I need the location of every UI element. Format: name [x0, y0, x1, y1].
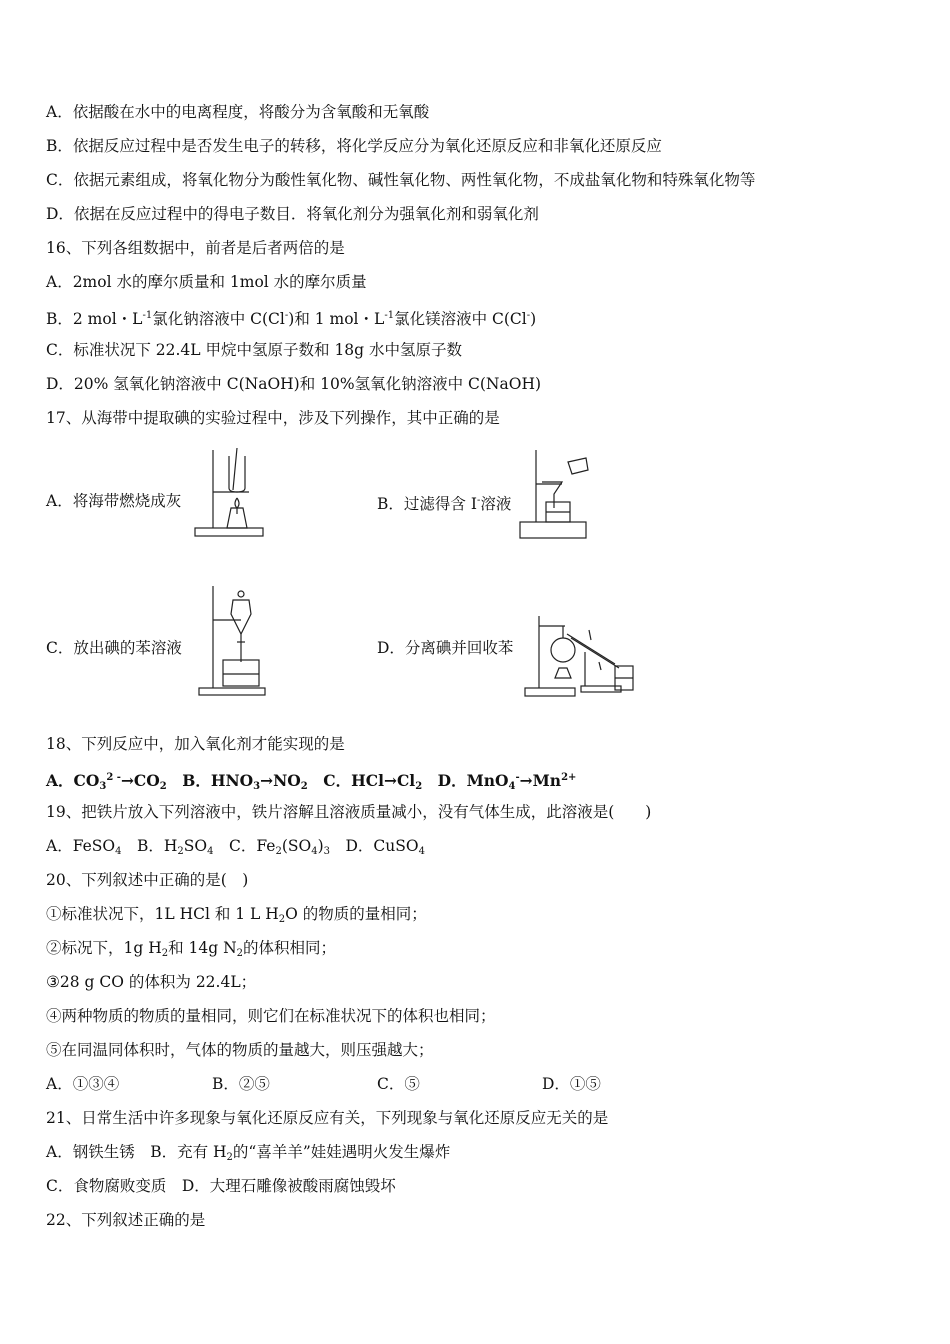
q19-options: A．FeSO$_4$ B．$H_2SO_4$ C．$Fe_2(SO_4)_3$ D．CuSO$_4$	[46, 837, 425, 857]
q21-options-ab: A．钢铁生锈 B．充有 $H_2$的“喜羊羊”娃娃遇明火发生爆炸	[46, 1143, 451, 1163]
q20-statement-5: ⑤在同温同体积时，气体的物质的量越大，则压强越大；	[46, 1041, 434, 1059]
q20-statement-2: ②标况下，1g $H_2$和 14g $N_2$的体积相同；	[46, 939, 337, 959]
q15-option-b: B．依据反应过程中是否发生电子的转移，将化学反应分为氧化还原反应和非氧化还原反应	[46, 137, 662, 155]
q16-option-b: B．2 mol・$L^{-1}$氯化钠溶液中 C(Cl-)和 1 mol・$L^{-1}$氯化镁溶液中 C(Cl-)	[46, 310, 537, 328]
q20-statement-3: ③28 g CO 的体积为 22.4L；	[46, 973, 257, 991]
q17-option-d: D．分离碘并回收苯	[377, 639, 514, 657]
q17-option-a: A．将海带燃烧成灰	[46, 492, 182, 510]
q16-option-c: C．标准状况下 22.4L 甲烷中氢原子数和 18g 水中氢原子数	[46, 341, 463, 359]
q20-option-a: A．①③④	[46, 1075, 120, 1093]
separatory-funnel-figure	[197, 584, 269, 696]
q16-option-d: D．20% 氢氧化钠溶液中 C(NaOH)和 10%氢氧化钠溶液中 C(NaOH)	[46, 375, 542, 393]
q15-option-a: A．依据酸在水中的电离程度，将酸分为含氧酸和无氧酸	[46, 103, 430, 121]
q21-options-cd: C．食物腐败变质 D．大理石雕像被酸雨腐蚀毁坏	[46, 1177, 396, 1195]
q16-option-a: A．2mol 水的摩尔质量和 1mol 水的摩尔质量	[46, 273, 367, 291]
filtration-figure	[518, 448, 590, 540]
q20-stem: 20、下列叙述中正确的是( )	[46, 871, 249, 889]
q20-option-c: C．⑤	[377, 1075, 420, 1093]
q17-option-b: B．过滤得含 I-溶液	[377, 495, 512, 513]
q17-option-c: C．放出碘的苯溶液	[46, 639, 182, 657]
q18-stem: 18、下列反应中，加入氧化剂才能实现的是	[46, 735, 345, 753]
q20-statement-4: ④两种物质的物质的量相同，则它们在标准状况下的体积也相同；	[46, 1007, 496, 1025]
q15-option-c: C．依据元素组成，将氧化物分为酸性氧化物、碱性氧化物、两性氧化物，不成盐氧化物和特殊氧化物等	[46, 171, 756, 189]
q21-stem: 21、日常生活中许多现象与氧化还原反应有关，下列现象与氧化还原反应无关的是	[46, 1109, 609, 1127]
crucible-burning-figure	[193, 448, 265, 538]
q20-option-d: D．①⑤	[542, 1075, 601, 1093]
q22-stem: 22、下列叙述正确的是	[46, 1211, 206, 1229]
q16-stem: 16、下列各组数据中，前者是后者两倍的是	[46, 239, 345, 257]
q20-statement-1: ①标准状况下，1L HCl 和 1 L $H_2O$ 的物质的量相同；	[46, 905, 427, 925]
q19-stem: 19、把铁片放入下列溶液中，铁片溶解且溶液质量减小，没有气体生成，此溶液是( )	[46, 803, 652, 821]
distillation-figure	[523, 606, 637, 698]
q20-option-b: B．②⑤	[212, 1075, 270, 1093]
q18-options: A．$CO_3^{2 -}\to CO_2$ B．$HNO_3\to NO_2$ C．$HCl\to Cl_2$ D．$MnO_4^-\to Mn^{2+}$	[46, 771, 577, 792]
q17-stem: 17、从海带中提取碘的实验过程中，涉及下列操作，其中正确的是	[46, 409, 500, 427]
q15-option-d: D．依据在反应过程中的得电子数目．将氧化剂分为强氧化剂和弱氧化剂	[46, 205, 539, 223]
